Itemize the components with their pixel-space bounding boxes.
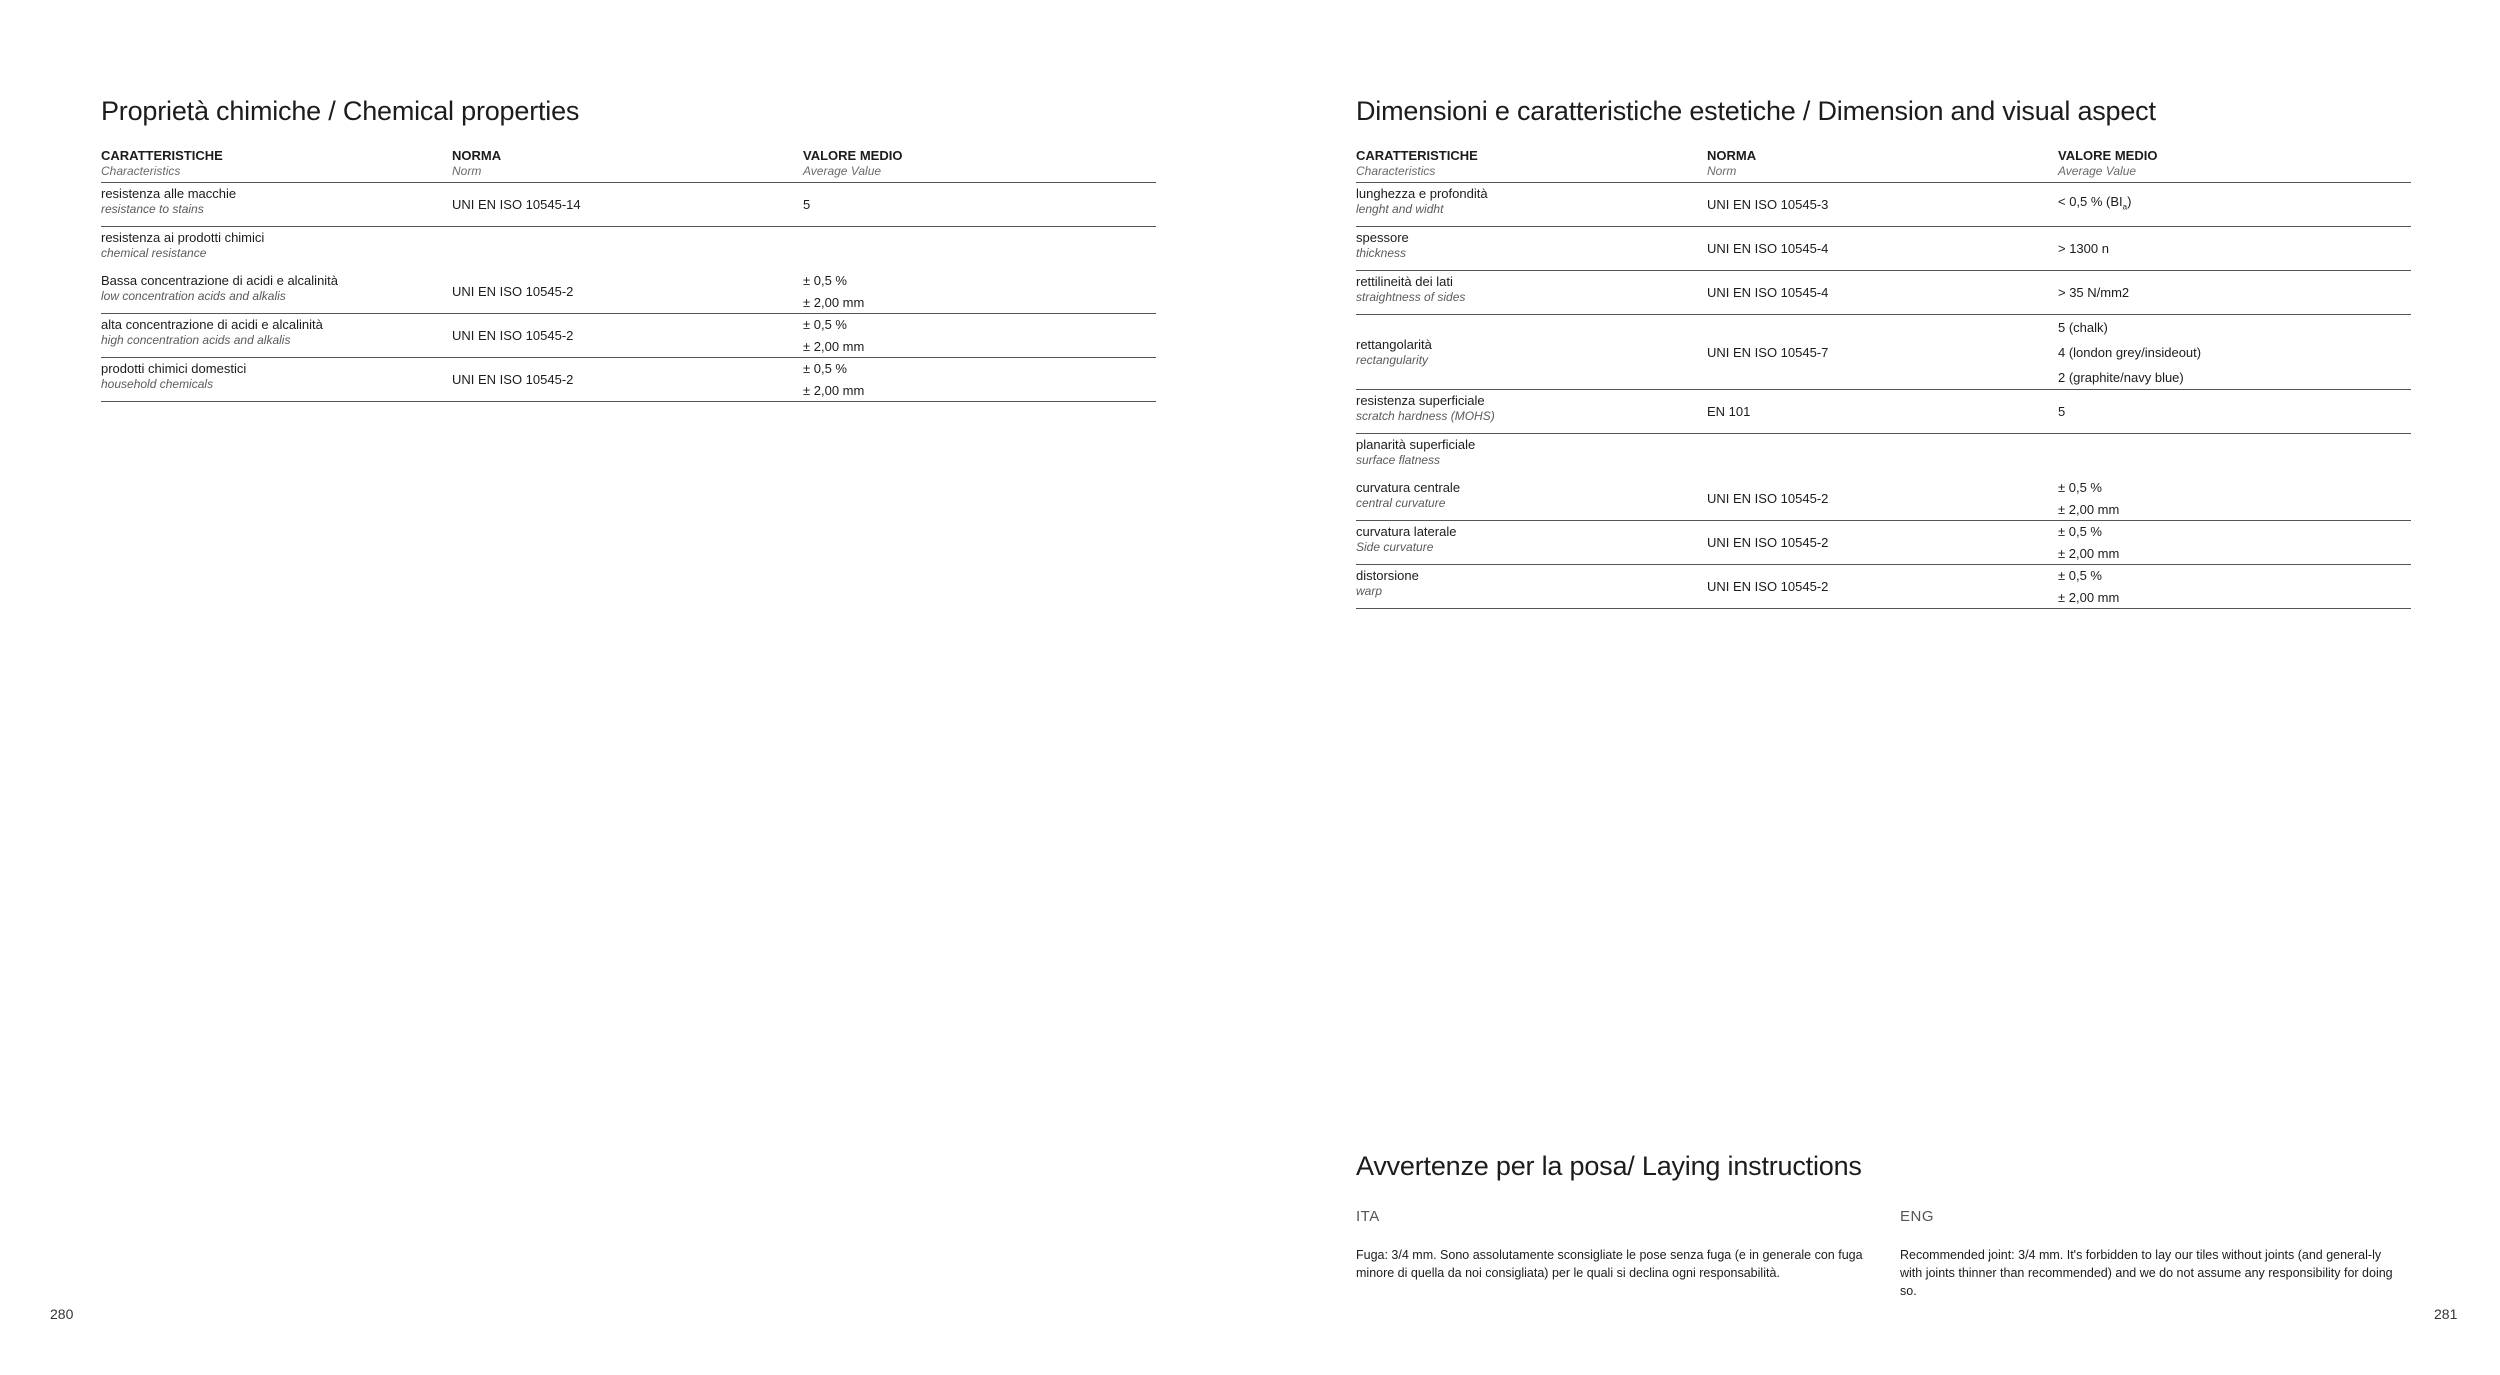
row-norm: UNI EN ISO 10545-4 [1707, 241, 1829, 256]
laying-instructions-section [1356, 1150, 2411, 1300]
table-row [1356, 183, 2411, 227]
row-label: resistenza ai prodotti chimici [101, 230, 265, 245]
table-row [1356, 315, 2411, 390]
lang-label-eng: ENG [1900, 1208, 1935, 1225]
row-label-en: thickness [1356, 246, 1407, 260]
row-label-en: rectangularity [1356, 352, 1429, 367]
value-subscript: a [2122, 202, 2128, 212]
row-value-percent: ± 0,5 % [803, 272, 847, 288]
row-norm: UNI EN ISO 10545-2 [1707, 535, 1829, 550]
table-row [1356, 521, 2411, 565]
table-row [1356, 434, 2411, 477]
row-label: spessore [1356, 230, 1409, 245]
table-row [101, 183, 1156, 227]
row-value-percent: ± 0,5 % [803, 360, 847, 376]
row-value: > 1300 n [2058, 240, 2109, 256]
row-norm: UNI EN ISO 10545-4 [1707, 285, 1829, 300]
row-label-en: straightness of sides [1356, 290, 1466, 304]
row-norm: UNI EN ISO 10545-3 [1707, 197, 1829, 212]
row-value [2058, 191, 2411, 219]
table-row [101, 227, 1156, 270]
row-label: curvatura laterale [1356, 524, 1457, 539]
chemical-properties-section [101, 95, 1156, 402]
header-characteristics-en: Characteristics [101, 164, 181, 178]
laying-eng-column [1900, 1208, 2411, 1300]
page-number-left: 280 [50, 1306, 74, 1322]
laying-text-ita: Fuga: 3/4 mm. Sono assolutamente sconsigliate le pose senza fuga (e in generale con fuga minore di quella da noi consigliata) per le quali si declina ogni responsabilità. [1356, 1248, 1863, 1280]
row-label: prodotti chimici domestici [101, 361, 247, 376]
page-number-right: 281 [2434, 1306, 2458, 1322]
row-label: resistenza alle macchie [101, 186, 237, 201]
table-row [101, 358, 1156, 402]
row-value-percent: ± 0,5 % [2058, 479, 2102, 495]
row-label: Bassa concentrazione di acidi e alcalinità [101, 273, 339, 288]
table-row [1356, 477, 2411, 521]
row-label-en: central curvature [1356, 496, 1446, 510]
table-header [1356, 145, 2411, 183]
row-norm: EN 101 [1707, 404, 1751, 419]
row-norm: UNI EN ISO 10545-2 [452, 328, 574, 343]
row-value-mm: ± 2,00 mm [2058, 589, 2120, 605]
row-value-mm: ± 2,00 mm [803, 382, 865, 398]
row-label: alta concentrazione di acidi e alcalinità [101, 317, 323, 332]
header-average-value-en: Average Value [2058, 164, 2137, 178]
table-row [1356, 565, 2411, 609]
table-row [1356, 227, 2411, 271]
row-value: 5 [803, 196, 811, 212]
header-characteristics-en: Characteristics [1356, 164, 1436, 178]
dimension-title: Dimensioni e caratteristiche estetiche / Dimension and visual aspect [1356, 96, 2156, 126]
row-label-en: high concentration acids and alkalis [101, 333, 291, 347]
row-label-en: household chemicals [101, 377, 214, 391]
chemical-properties-table [101, 145, 1156, 402]
header-norm: NORMA [452, 148, 502, 163]
header-norm-en: Norm [452, 164, 482, 178]
row-norm: UNI EN ISO 10545-2 [1707, 579, 1829, 594]
row-label-en: chemical resistance [101, 246, 207, 260]
header-norm-en: Norm [1707, 164, 1737, 178]
chemical-properties-title: Proprietà chimiche / Chemical properties [101, 96, 580, 126]
table-header [101, 145, 1156, 183]
row-label-en: resistance to stains [101, 202, 204, 216]
row-value-mm: ± 2,00 mm [2058, 501, 2120, 517]
row-label-en: low concentration acids and alkalis [101, 289, 286, 303]
row-label-en: lenght and widht [1356, 202, 1444, 216]
row-value-chalk: 5 (chalk) [2058, 319, 2108, 335]
row-value-london-grey: 4 (london grey/insideout) [2058, 344, 2202, 360]
header-norm: NORMA [1707, 148, 1757, 163]
row-value-mm: ± 2,00 mm [803, 338, 865, 354]
row-label: planarità superficiale [1356, 437, 1476, 452]
table-row [101, 270, 1156, 314]
row-label: curvatura centrale [1356, 480, 1461, 495]
row-label-en: Side curvature [1356, 540, 1434, 554]
row-value-percent: ± 0,5 % [2058, 523, 2102, 539]
row-norm: UNI EN ISO 10545-2 [452, 284, 574, 299]
laying-text-eng: Recommended joint: 3/4 mm. It's forbidden to lay our tiles without joints (and general-ly with joints thinner than recommended) and we do not assume any responsibility for doing so. [1900, 1248, 2393, 1298]
lang-label-ita: ITA [1356, 1208, 1380, 1225]
table-row [101, 314, 1156, 358]
row-norm: UNI EN ISO 10545-14 [452, 197, 581, 212]
value-end: ) [2127, 193, 2132, 209]
row-label: rettangolarità [1356, 336, 1432, 352]
row-label: rettilineità dei lati [1356, 274, 1453, 289]
row-value-percent: ± 0,5 % [2058, 567, 2102, 583]
row-label-en: scratch hardness (MOHS) [1356, 409, 1495, 423]
header-average-value: VALORE MEDIO [2058, 148, 2158, 163]
row-label-en: warp [1356, 584, 1383, 598]
header-average-value-en: Average Value [803, 164, 882, 178]
dimension-section [1356, 95, 2411, 609]
row-value-mm: ± 2,00 mm [2058, 545, 2120, 561]
table-row [1356, 271, 2411, 315]
row-norm: UNI EN ISO 10545-2 [452, 372, 574, 387]
dimension-table [1356, 145, 2411, 609]
header-characteristics: CARATTERISTICHE [1356, 148, 1478, 163]
row-value-mm: ± 2,00 mm [803, 294, 865, 310]
row-label-en: surface flatness [1356, 453, 1441, 467]
row-value-graphite: 2 (graphite/navy blue) [2058, 369, 2184, 385]
laying-instructions-title: Avvertenze per la posa/ Laying instructions [1356, 1151, 1862, 1181]
laying-ita-column [1356, 1208, 1900, 1300]
row-label: distorsione [1356, 568, 1419, 583]
header-average-value: VALORE MEDIO [803, 148, 903, 163]
row-label: resistenza superficiale [1356, 393, 1485, 408]
row-label: lunghezza e profondità [1356, 186, 1488, 201]
header-characteristics: CARATTERISTICHE [101, 148, 223, 163]
row-value: > 35 N/mm2 [2058, 284, 2130, 300]
row-value-percent: ± 0,5 % [803, 316, 847, 332]
row-norm: UNI EN ISO 10545-2 [1707, 491, 1829, 506]
row-value: 5 [2058, 403, 2066, 419]
value-main: < 0,5 % (BI [2058, 193, 2123, 209]
row-norm: UNI EN ISO 10545-7 [1707, 344, 1829, 360]
table-row [1356, 390, 2411, 434]
